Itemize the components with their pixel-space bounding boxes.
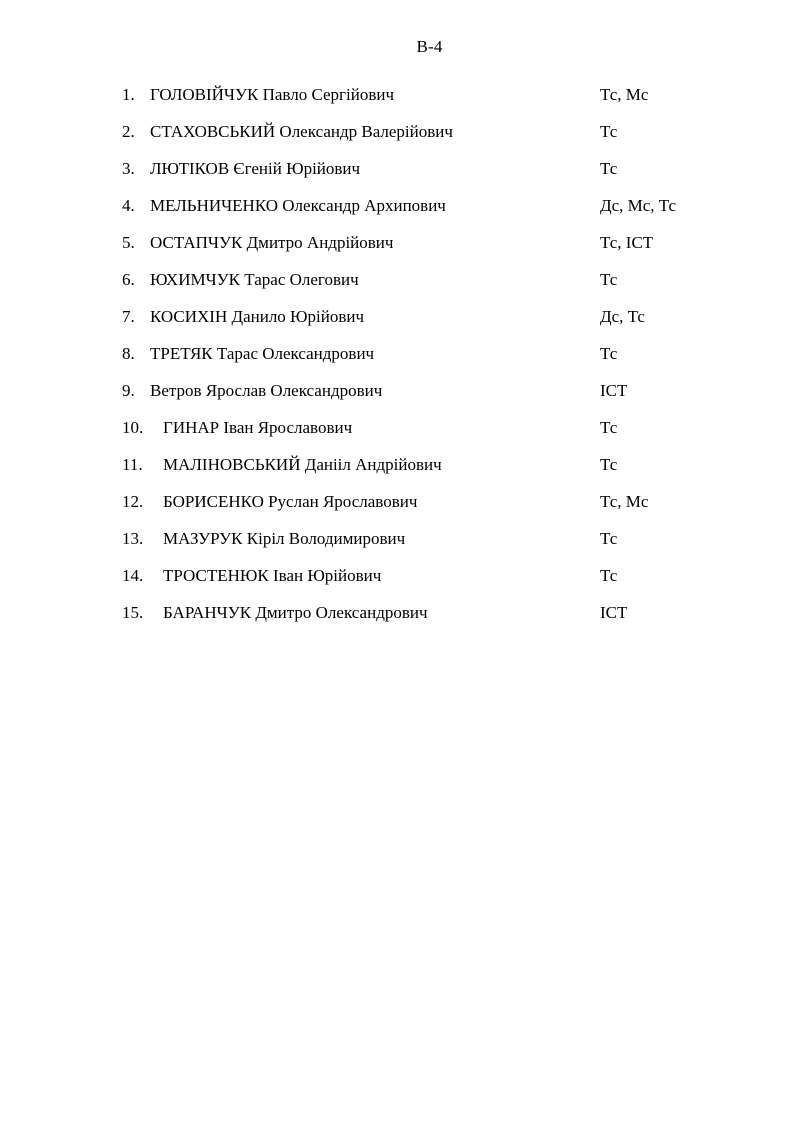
list-item: [122, 121, 762, 158]
qualification-codes: Тс: [600, 159, 618, 178]
person-name: Ветров Ярослав Олександрович: [150, 381, 383, 400]
list-item: [122, 84, 762, 121]
qualification-codes: Тс: [600, 455, 618, 474]
qualification-codes: Тс, Мс: [600, 85, 649, 104]
item-number: 9.: [122, 381, 135, 400]
qualification-codes: Дс, Мс, Тс: [600, 196, 677, 215]
person-name: ЮХИМЧУК Тарас Олегович: [150, 270, 359, 289]
qualification-codes: Тс: [600, 344, 618, 363]
person-name: БОРИСЕНКО Руслан Ярославович: [163, 492, 418, 511]
item-number: 12.: [122, 492, 144, 511]
list-item: [122, 565, 762, 602]
qualification-codes: Тс: [600, 418, 618, 437]
item-number: 6.: [122, 270, 135, 289]
list-item: [122, 306, 762, 343]
person-name: МАЗУРУК Кіріл Володимирович: [163, 529, 406, 548]
list-item: [122, 528, 762, 565]
list-item: [122, 195, 762, 232]
item-number: 11.: [122, 455, 143, 474]
person-name: ТРОСТЕНЮК Іван Юрійович: [163, 566, 382, 585]
person-name: ГОЛОВІЙЧУК Павло Сергійович: [150, 85, 395, 104]
person-name: ТРЕТЯК Тарас Олександрович: [150, 344, 375, 363]
item-number: 14.: [122, 566, 144, 585]
list-item: [122, 343, 762, 380]
item-number: 1.: [122, 85, 135, 104]
item-number: 3.: [122, 159, 135, 178]
qualification-codes: Тс, Мс: [600, 492, 649, 511]
qualification-codes: Тс, ІСТ: [600, 233, 654, 252]
item-number: 4.: [122, 196, 135, 215]
item-number: 2.: [122, 122, 135, 141]
page-title: В-4: [416, 37, 443, 56]
item-number: 7.: [122, 307, 135, 326]
person-name: МЕЛЬНИЧЕНКО Олександр Архипович: [150, 196, 446, 215]
list-item: [122, 269, 762, 306]
person-name: КОСИХІН Данило Юрійович: [150, 307, 365, 326]
person-name: ЛЮТІКОВ Єгеній Юрійович: [150, 159, 361, 178]
qualification-codes: Тс: [600, 122, 618, 141]
list-item: [122, 602, 762, 639]
person-name: ГИНАР Іван Ярославович: [163, 418, 353, 437]
list-item: [122, 491, 762, 528]
item-number: 15.: [122, 603, 144, 622]
person-name: МАЛІНОВСЬКИЙ Данііл Андрійович: [163, 455, 442, 474]
qualification-codes: Дс, Тс: [600, 307, 645, 326]
list-item: [122, 232, 762, 269]
personnel-list: [122, 84, 762, 639]
person-name: ОСТАПЧУК Дмитро Андрійович: [150, 233, 394, 252]
item-number: 10.: [122, 418, 144, 437]
list-item: [122, 454, 762, 491]
list-item: [122, 158, 762, 195]
item-number: 13.: [122, 529, 144, 548]
item-number: 8.: [122, 344, 135, 363]
item-number: 5.: [122, 233, 135, 252]
list-item: [122, 417, 762, 454]
person-name: СТАХОВСЬКИЙ Олександр Валерійович: [150, 122, 453, 141]
qualification-codes: Тс: [600, 529, 618, 548]
qualification-codes: ІСТ: [600, 381, 628, 400]
qualification-codes: Тс: [600, 270, 618, 289]
list-item: [122, 380, 762, 417]
person-name: БАРАНЧУК Дмитро Олександрович: [163, 603, 428, 622]
qualification-codes: Тс: [600, 566, 618, 585]
qualification-codes: ІСТ: [600, 603, 628, 622]
